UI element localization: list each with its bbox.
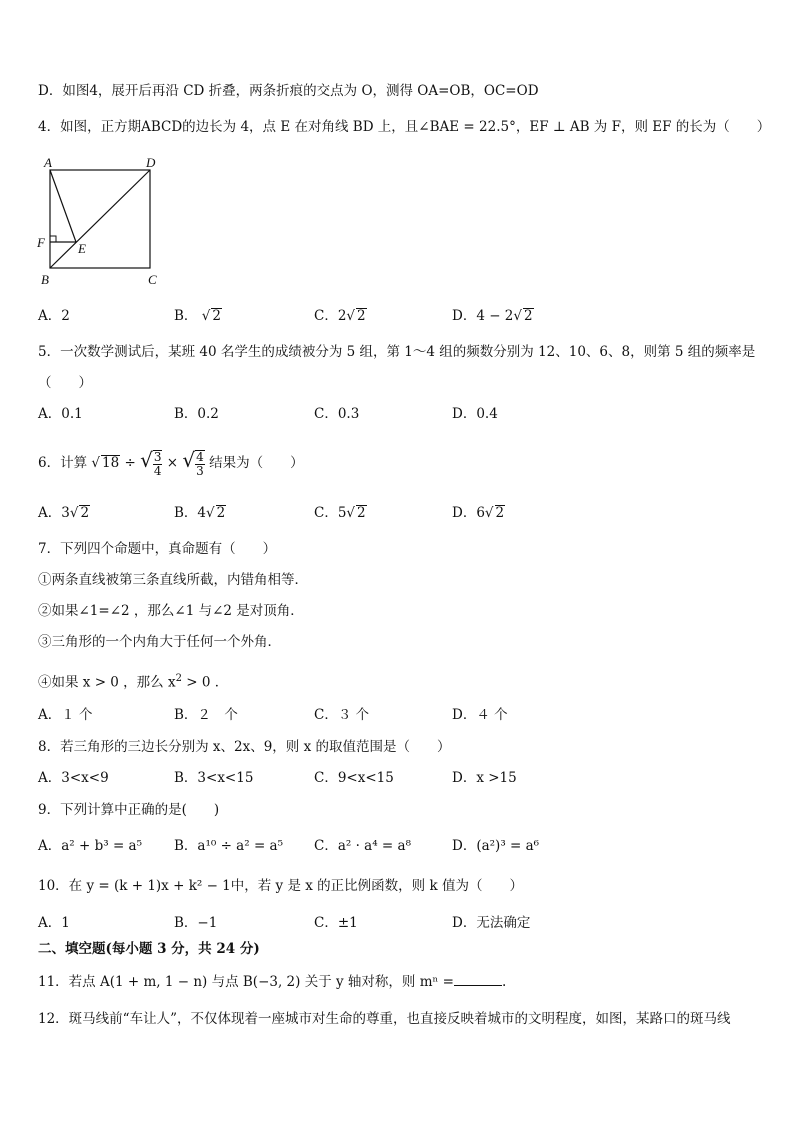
- q6-option-a: [38, 504, 90, 522]
- q9-option-b: B．a¹⁰ ÷ a² = a⁵: [174, 838, 284, 854]
- q6-option-a-label: A．3: [38, 505, 70, 521]
- sqrt-sign: √: [346, 308, 356, 324]
- q8-option-b: B．3<x<15: [174, 770, 254, 786]
- label-c: C: [148, 272, 157, 287]
- q5-option-a: A．0.1: [38, 406, 83, 422]
- sqrt-sign: √: [182, 448, 196, 472]
- times-sign: ×: [166, 455, 179, 471]
- sqrt-sign: √: [201, 308, 211, 324]
- exponent: 2: [175, 673, 182, 684]
- label-f: F: [37, 235, 45, 250]
- label-e: E: [78, 241, 86, 256]
- fraction-4-3: [195, 450, 205, 478]
- diagonal-bd: [50, 170, 150, 268]
- sqrt-sign: √: [206, 505, 215, 521]
- q6-option-b: [174, 504, 226, 522]
- fraction-3-4: [153, 450, 163, 478]
- q10-option-d: D．无法确定: [452, 915, 531, 931]
- segment-ae: [50, 170, 76, 242]
- q8-option-a: A．3<x<9: [38, 770, 109, 786]
- sqrt-radicand: 2: [524, 308, 533, 324]
- q7-4-part-a: ④如果 x > 0 ，那么 x: [38, 674, 176, 691]
- label-a: A: [44, 155, 52, 170]
- frac-num: 4: [196, 449, 204, 464]
- label-d: D: [146, 155, 156, 170]
- q10-option-a: A．1: [38, 915, 70, 931]
- sqrt-18: 18: [102, 455, 120, 471]
- q4-option-b-label: B．: [174, 308, 198, 324]
- q10-option-b: B．−1: [174, 915, 218, 931]
- sqrt-sign: √: [91, 455, 100, 471]
- question-12: 12．斑马线前“车让人”，不仅体现着一座城市对生命的尊重，也直接反映着城市的文明程度，如图，某路口的斑马线: [38, 1011, 731, 1027]
- sqrt-sign: √: [513, 308, 523, 324]
- q6-option-d-label: D．6: [452, 505, 485, 521]
- q6-option-c-label: C．5: [314, 505, 347, 521]
- q6-prefix: 6．计算: [38, 455, 88, 471]
- q5-option-c: C．0.3: [314, 406, 360, 422]
- q10-option-c: C．±1: [314, 915, 358, 931]
- question-9: 9．下列计算中正确的是( ): [38, 802, 220, 818]
- q9-option-c: C．a² · a⁴ = a⁸: [314, 838, 411, 854]
- label-b: B: [41, 272, 49, 287]
- q7-statement-3: ③三角形的一个内角大于任何一个外角．: [38, 634, 281, 650]
- q4-option-c-label: C．2: [314, 308, 347, 324]
- question-11: 11．若点 A(1 + m, 1 − n) 与点 B(−3, 2) 关于 y 轴对称，则 mⁿ = .: [38, 974, 507, 990]
- frac-den: 4: [153, 463, 162, 478]
- q7-option-a: A．１ 个: [38, 707, 93, 723]
- square-figure: [34, 152, 164, 292]
- sqrt-radicand: 2: [212, 308, 221, 324]
- question-8: 8．若三角形的三边长分别为 x、2x、9，则 x 的取值范围是（ ）: [38, 739, 451, 755]
- q7-statement-1: ①两条直线被第三条直线所截，内错角相等．: [38, 572, 308, 588]
- q7-4-part-b: > 0 ．: [181, 674, 229, 691]
- question-5: 5．一次数学测试后，某班 40 名学生的成绩被分为 5 组，第 1～4 组的频数分别为 12、10、6、8，则第 5 组的频率是: [38, 344, 756, 360]
- sqrt-sign: √: [69, 505, 79, 521]
- question-4: 4．如图，正方期ABCD的边长为 4，点 E 在对角线 BD 上，且∠BAE = 22.5°，EF ⊥ AB 为 F，则 EF 的长为（ ）: [38, 119, 771, 135]
- q6-option-d: [452, 504, 505, 522]
- question-10: 10．在 y = (k + 1)x + k² − 1中，若 y 是 x 的正比例函数，则 k 值为（ ）: [38, 878, 523, 894]
- q7-statement-4: [38, 670, 228, 692]
- frac-num: 3: [153, 449, 162, 464]
- q6-option-c: [314, 504, 367, 522]
- sqrt-radicand: 2: [80, 505, 90, 521]
- sqrt-sign: √: [140, 448, 153, 472]
- sqrt-radicand: 2: [357, 505, 366, 521]
- q6-option-b-label: B．4: [174, 505, 207, 521]
- q7-option-b: B．２ 个: [174, 707, 238, 723]
- frac-den: 3: [196, 463, 204, 478]
- q7-statement-2: ②如果∠1=∠2 ，那么∠1 与∠2 是对顶角．: [38, 603, 304, 619]
- q8-option-c: C．9<x<15: [314, 770, 394, 786]
- divide-sign: ÷: [124, 455, 136, 471]
- q4-option-b: [174, 307, 222, 325]
- right-angle-mark: [50, 236, 56, 242]
- q4-option-d-label: D．4 − 2: [452, 308, 514, 324]
- question-6: [38, 446, 304, 478]
- question-7: 7．下列四个命题中，真命题有（ ）: [38, 541, 277, 557]
- sqrt-sign: √: [346, 505, 356, 521]
- q4-option-c: [314, 307, 367, 325]
- sqrt-radicand: 2: [216, 505, 226, 521]
- q9-option-d: D．(a²)³ = a⁶: [452, 838, 540, 854]
- q4-option-d: [452, 307, 534, 325]
- q6-suffix: 结果为（ ）: [209, 455, 304, 471]
- question-5-paren: （ ）: [38, 375, 92, 391]
- q9-option-a: A．a² + b³ = a⁵: [38, 838, 143, 854]
- q5-option-d: D．0.4: [452, 406, 498, 422]
- q7-option-d: D．４ 个: [452, 707, 508, 723]
- line-d-option: D．如图4，展开后再沿 CD 折叠，两条折痕的交点为 O，测得 OA=OB，OC=OD: [38, 83, 539, 99]
- q4-option-a: A．2: [38, 308, 70, 324]
- sqrt-sign: √: [484, 505, 494, 521]
- q5-option-b: B．0.2: [174, 406, 219, 422]
- sqrt-radicand: 2: [357, 308, 366, 324]
- q8-option-d: D．x >15: [452, 770, 517, 786]
- section-heading: 二、填空题(每小题 3 分，共 24 分): [38, 941, 260, 957]
- sqrt-radicand: 2: [495, 505, 505, 521]
- q7-option-c: C．３ 个: [314, 707, 370, 723]
- q11-text: 11．若点 A(1 + m, 1 − n) 与点 B(−3, 2) 关于 y 轴对称，则 mⁿ =: [38, 974, 454, 990]
- answer-blank[interactable]: [454, 973, 502, 986]
